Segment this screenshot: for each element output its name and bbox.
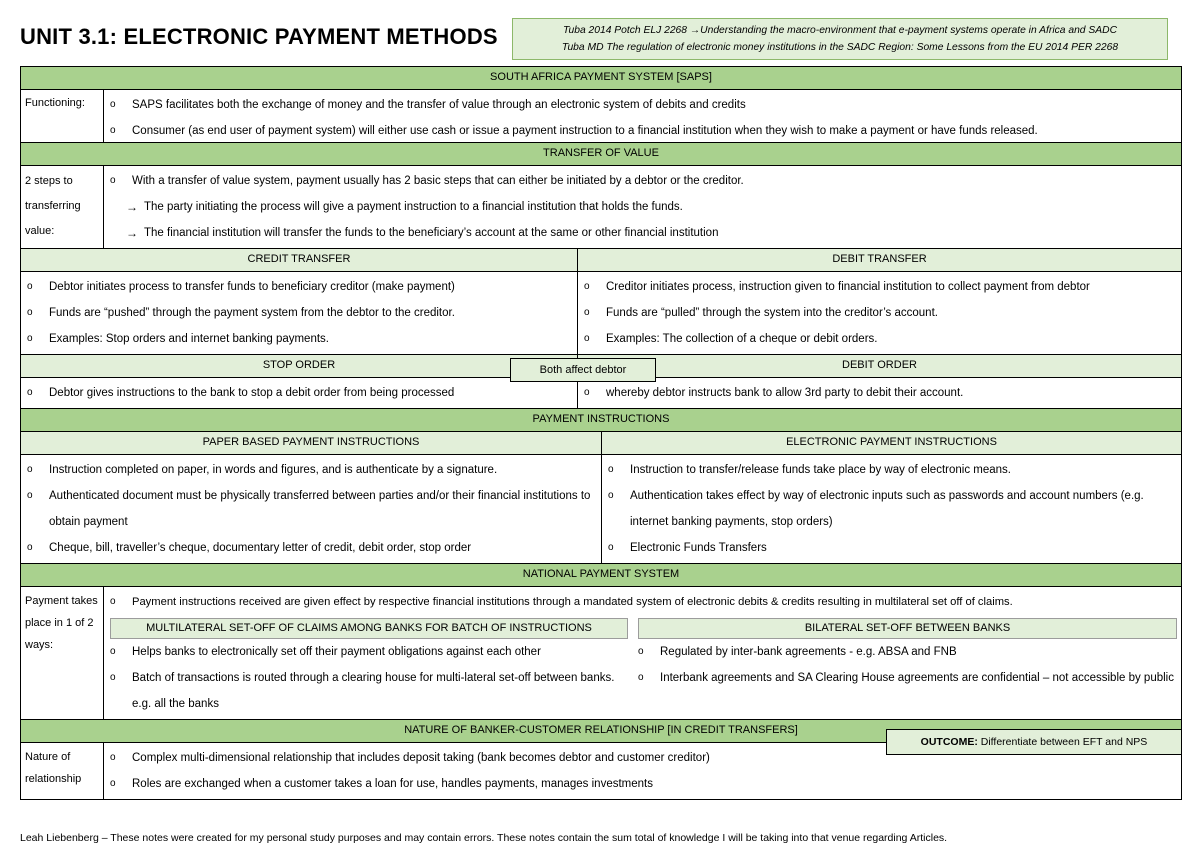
reference-box	[512, 18, 1168, 60]
list-item: o Helps banks to electronically set off their payment obligations against each other	[110, 646, 541, 658]
list-item: o Examples: The collection of a cheque or debit orders.	[584, 333, 878, 345]
nps-row	[21, 587, 1181, 720]
list-item: o Interbank agreements and SA Clearing House agreements are confidential – not accessible by public	[638, 672, 1174, 684]
paper-heading: PAPER BASED PAYMENT INSTRUCTIONS	[21, 432, 601, 455]
list-item: o Authentication takes effect by way of electronic inputs such as passwords and account numbers (e.g. internet banking payments, stop orders)	[608, 490, 1144, 528]
multilateral-heading: MULTILATERAL SET-OFF OF CLAIMS AMONG BANKS FOR BATCH OF INSTRUCTIONS	[110, 618, 628, 639]
outcome-text: Differentiate between EFT and NPS	[980, 736, 1148, 748]
debit-order-heading: DEBIT ORDER	[578, 355, 1181, 378]
notes-table	[20, 66, 1182, 800]
list-item: o Electronic Funds Transfers	[608, 542, 767, 554]
row-label: 2 steps to transferring value:	[21, 166, 104, 248]
list-item: o Creditor initiates process, instruction given to financial institution to collect payment from debtor	[584, 281, 1090, 293]
outcome-tag	[886, 729, 1182, 755]
row-label: Functioning:	[21, 90, 104, 142]
row-label: Nature of relationship	[21, 743, 104, 799]
list-item: o Instruction to transfer/release funds take place by way of electronic means.	[608, 464, 1011, 476]
credit-debit-block	[21, 249, 1181, 355]
electronic-heading: ELECTRONIC PAYMENT INSTRUCTIONS	[602, 432, 1181, 455]
footer-note: Leah Liebenberg – These notes were created for my personal study purposes and may contain errors. These notes contain the sum total of knowledge I will be taking into that venue regarding Articles.	[20, 832, 948, 844]
arrow-icon: →	[126, 226, 138, 240]
list-item: o Regulated by inter-bank agreements - e.g. ABSA and FNB	[638, 646, 957, 658]
both-affect-debtor-tag: Both affect debtor	[510, 358, 656, 382]
reference-line: Tuba MD The regulation of electronic money institutions in the SADC Region: Some Lessons from the EU 2014 PER 2268	[561, 42, 1119, 53]
bilateral-heading: BILATERAL SET-OFF BETWEEN BANKS	[638, 618, 1177, 639]
section-heading-nature: NATURE OF BANKER-CUSTOMER RELATIONSHIP [IN CREDIT TRANSFERS]	[21, 720, 1181, 743]
section-heading-nps: NATIONAL PAYMENT SYSTEM	[21, 564, 1181, 587]
list-item: o Batch of transactions is routed through a clearing house for multi-lateral set-off between banks. e.g. all the banks	[110, 672, 615, 710]
list-item: → The party initiating the process will give a payment instruction to a financial institution that holds the funds.	[110, 194, 1175, 220]
setoff-columns	[110, 615, 1177, 717]
arrow-icon: →	[126, 200, 138, 214]
credit-transfer-heading: CREDIT TRANSFER	[21, 249, 577, 272]
list-item: o Cheque, bill, traveller’s cheque, documentary letter of credit, debit order, stop order	[27, 542, 472, 554]
list-item: o Funds are “pulled” through the system into the creditor’s account.	[584, 307, 938, 319]
list-item: o Complex multi-dimensional relationship that includes deposit taking (bank becomes debtor and customer creditor)	[110, 752, 710, 764]
stop-order-heading: STOP ORDER	[21, 355, 577, 378]
page-title: UNIT 3.1: ELECTRONIC PAYMENT METHODS	[20, 24, 498, 49]
list-item: o Payment instructions received are given effect by respective financial institutions through a mandated system of electronic debits & credits resulting in multilateral set off of claims.	[110, 596, 1013, 608]
list-item: o Funds are “pushed” through the payment system from the debtor to the creditor.	[27, 307, 455, 319]
row-label: Payment takes place in 1 of 2 ways:	[21, 587, 104, 719]
saps-row	[21, 90, 1181, 143]
payment-instructions-block	[21, 432, 1181, 564]
list-item: o Consumer (as end user of payment system) will either use cash or issue a payment instruction to a financial institution when they wish to make a payment or have funds released.	[110, 125, 1038, 137]
section-heading-transfer: TRANSFER OF VALUE	[21, 143, 1181, 166]
reference-line: Tuba 2014 Potch ELJ 2268 →Understanding the macro-environment that e-payment systems operate in Africa and SADC	[562, 25, 1118, 36]
list-item: o With a transfer of value system, payment usually has 2 basic steps that can either be initiated by a debtor or the creditor.	[110, 175, 744, 187]
list-item: o Debtor initiates process to transfer funds to beneficiary creditor (make payment)	[27, 281, 455, 293]
outcome-label: OUTCOME:	[920, 736, 978, 748]
list-item: → The financial institution will transfer the funds to the beneficiary’s account at the same or other financial institution	[110, 220, 1175, 246]
list-item: o Debtor gives instructions to the bank to stop a debit order from being processed	[27, 387, 455, 399]
list-item: o whereby debtor instructs bank to allow 3rd party to debit their account.	[584, 387, 964, 399]
debit-transfer-heading: DEBIT TRANSFER	[578, 249, 1181, 272]
list-item: o SAPS facilitates both the exchange of money and the transfer of value through an electronic system of debits and credits	[110, 99, 746, 111]
list-item: o Authenticated document must be physically transferred between parties and/or their financial institutions to obtain payment	[27, 490, 591, 528]
list-item: o Roles are exchanged when a customer takes a loan for use, handles payments, manages investments	[110, 778, 653, 790]
list-item: o Examples: Stop orders and internet banking payments.	[27, 333, 329, 345]
section-heading-payment-instructions: PAYMENT INSTRUCTIONS	[21, 409, 1181, 432]
section-heading-saps: SOUTH AFRICA PAYMENT SYSTEM [SAPS]	[21, 67, 1181, 90]
list-item: o Instruction completed on paper, in words and figures, and is authenticate by a signature.	[27, 464, 498, 476]
transfer-row	[21, 166, 1181, 249]
